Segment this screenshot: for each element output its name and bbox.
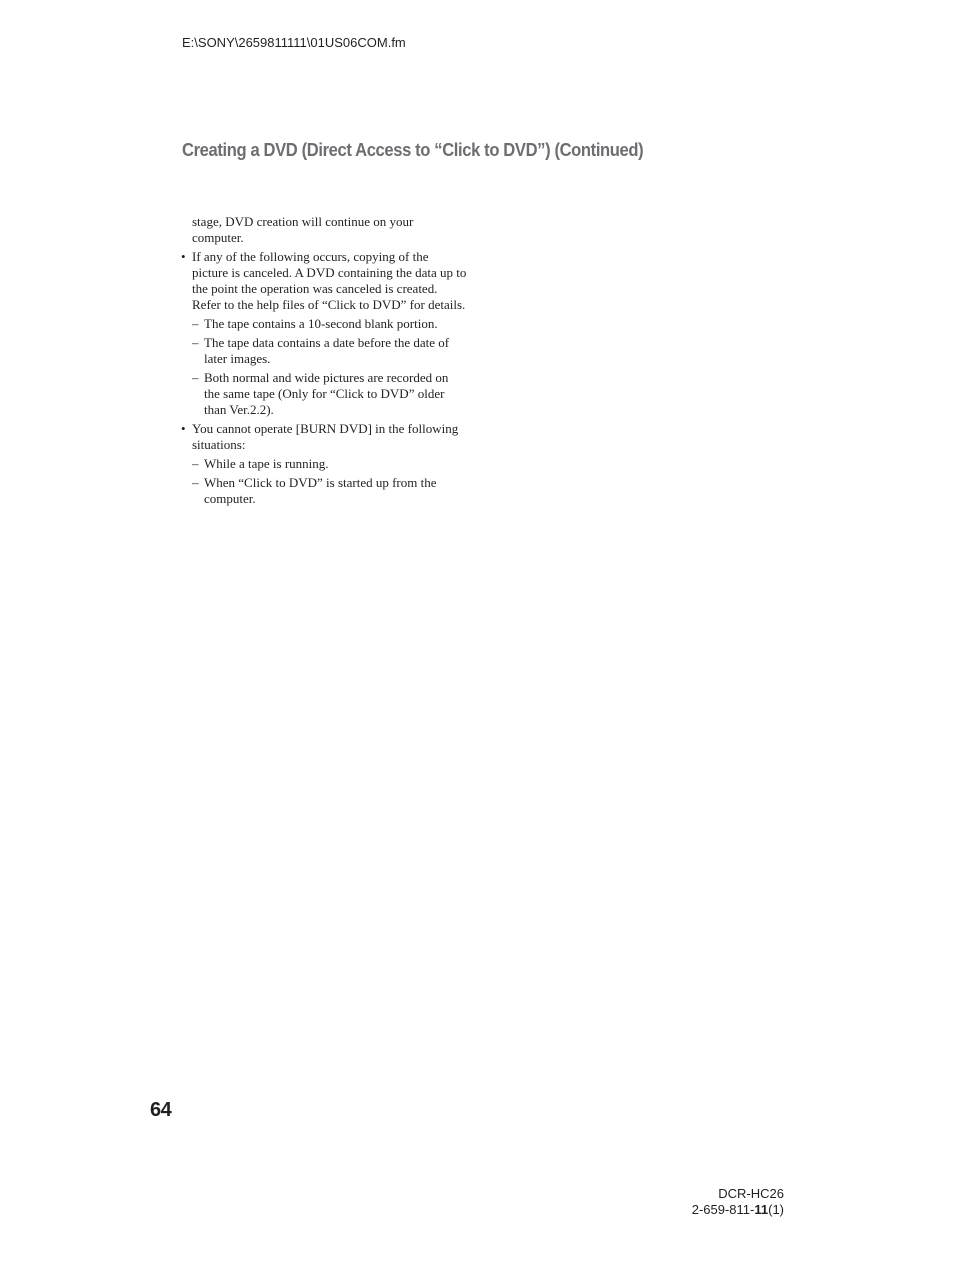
sub-item-text: Both normal and wide pictures are recorded on the same tape (Only for “Click to DVD” older than Ver.2.2). <box>204 370 449 417</box>
dash-mark: – <box>192 475 199 490</box>
body-column <box>181 214 467 510</box>
bullet-mark: • <box>181 421 186 436</box>
code-bold: 11 <box>754 1202 769 1217</box>
dash-mark: – <box>192 316 199 331</box>
bullet-text: If any of the following occurs, copying of the picture is canceled. A DVD containing the data up to the point the operation was canceled is created. Refer to the help files of “Click to DVD” for details. <box>192 249 467 312</box>
sub-item <box>192 370 467 418</box>
code-prefix: 2-659-811- <box>691 1202 755 1217</box>
bullet-item <box>181 421 467 453</box>
sub-item <box>192 316 467 332</box>
bullet-mark: • <box>181 249 186 264</box>
file-path: E:\SONY\2659811111\01US06COM.fm <box>182 35 406 50</box>
sub-item-text: The tape contains a 10-second blank portion. <box>204 316 438 331</box>
model-info <box>692 1186 784 1218</box>
dash-mark: – <box>192 370 199 385</box>
bullet-text: You cannot operate [BURN DVD] in the following situations: <box>192 421 459 452</box>
code-suffix: (1) <box>768 1202 784 1217</box>
continuation-paragraph: stage, DVD creation will continue on your computer. <box>192 214 414 245</box>
bullet-item <box>181 249 467 313</box>
sub-item-text: While a tape is running. <box>204 456 329 471</box>
document-code <box>692 1202 784 1218</box>
sub-item <box>192 456 467 472</box>
page-heading: Creating a DVD (Direct Access to “Click to DVD”) (Continued) <box>182 140 644 160</box>
model-name: DCR-HC26 <box>718 1186 784 1201</box>
sub-item-text: When “Click to DVD” is started up from the computer. <box>204 475 437 506</box>
sub-item <box>192 475 467 507</box>
page-number: 64 <box>150 1099 172 1121</box>
sub-item-text: The tape data contains a date before the date of later images. <box>204 335 450 366</box>
dash-mark: – <box>192 456 199 471</box>
dash-mark: – <box>192 335 199 350</box>
sub-item <box>192 335 467 367</box>
